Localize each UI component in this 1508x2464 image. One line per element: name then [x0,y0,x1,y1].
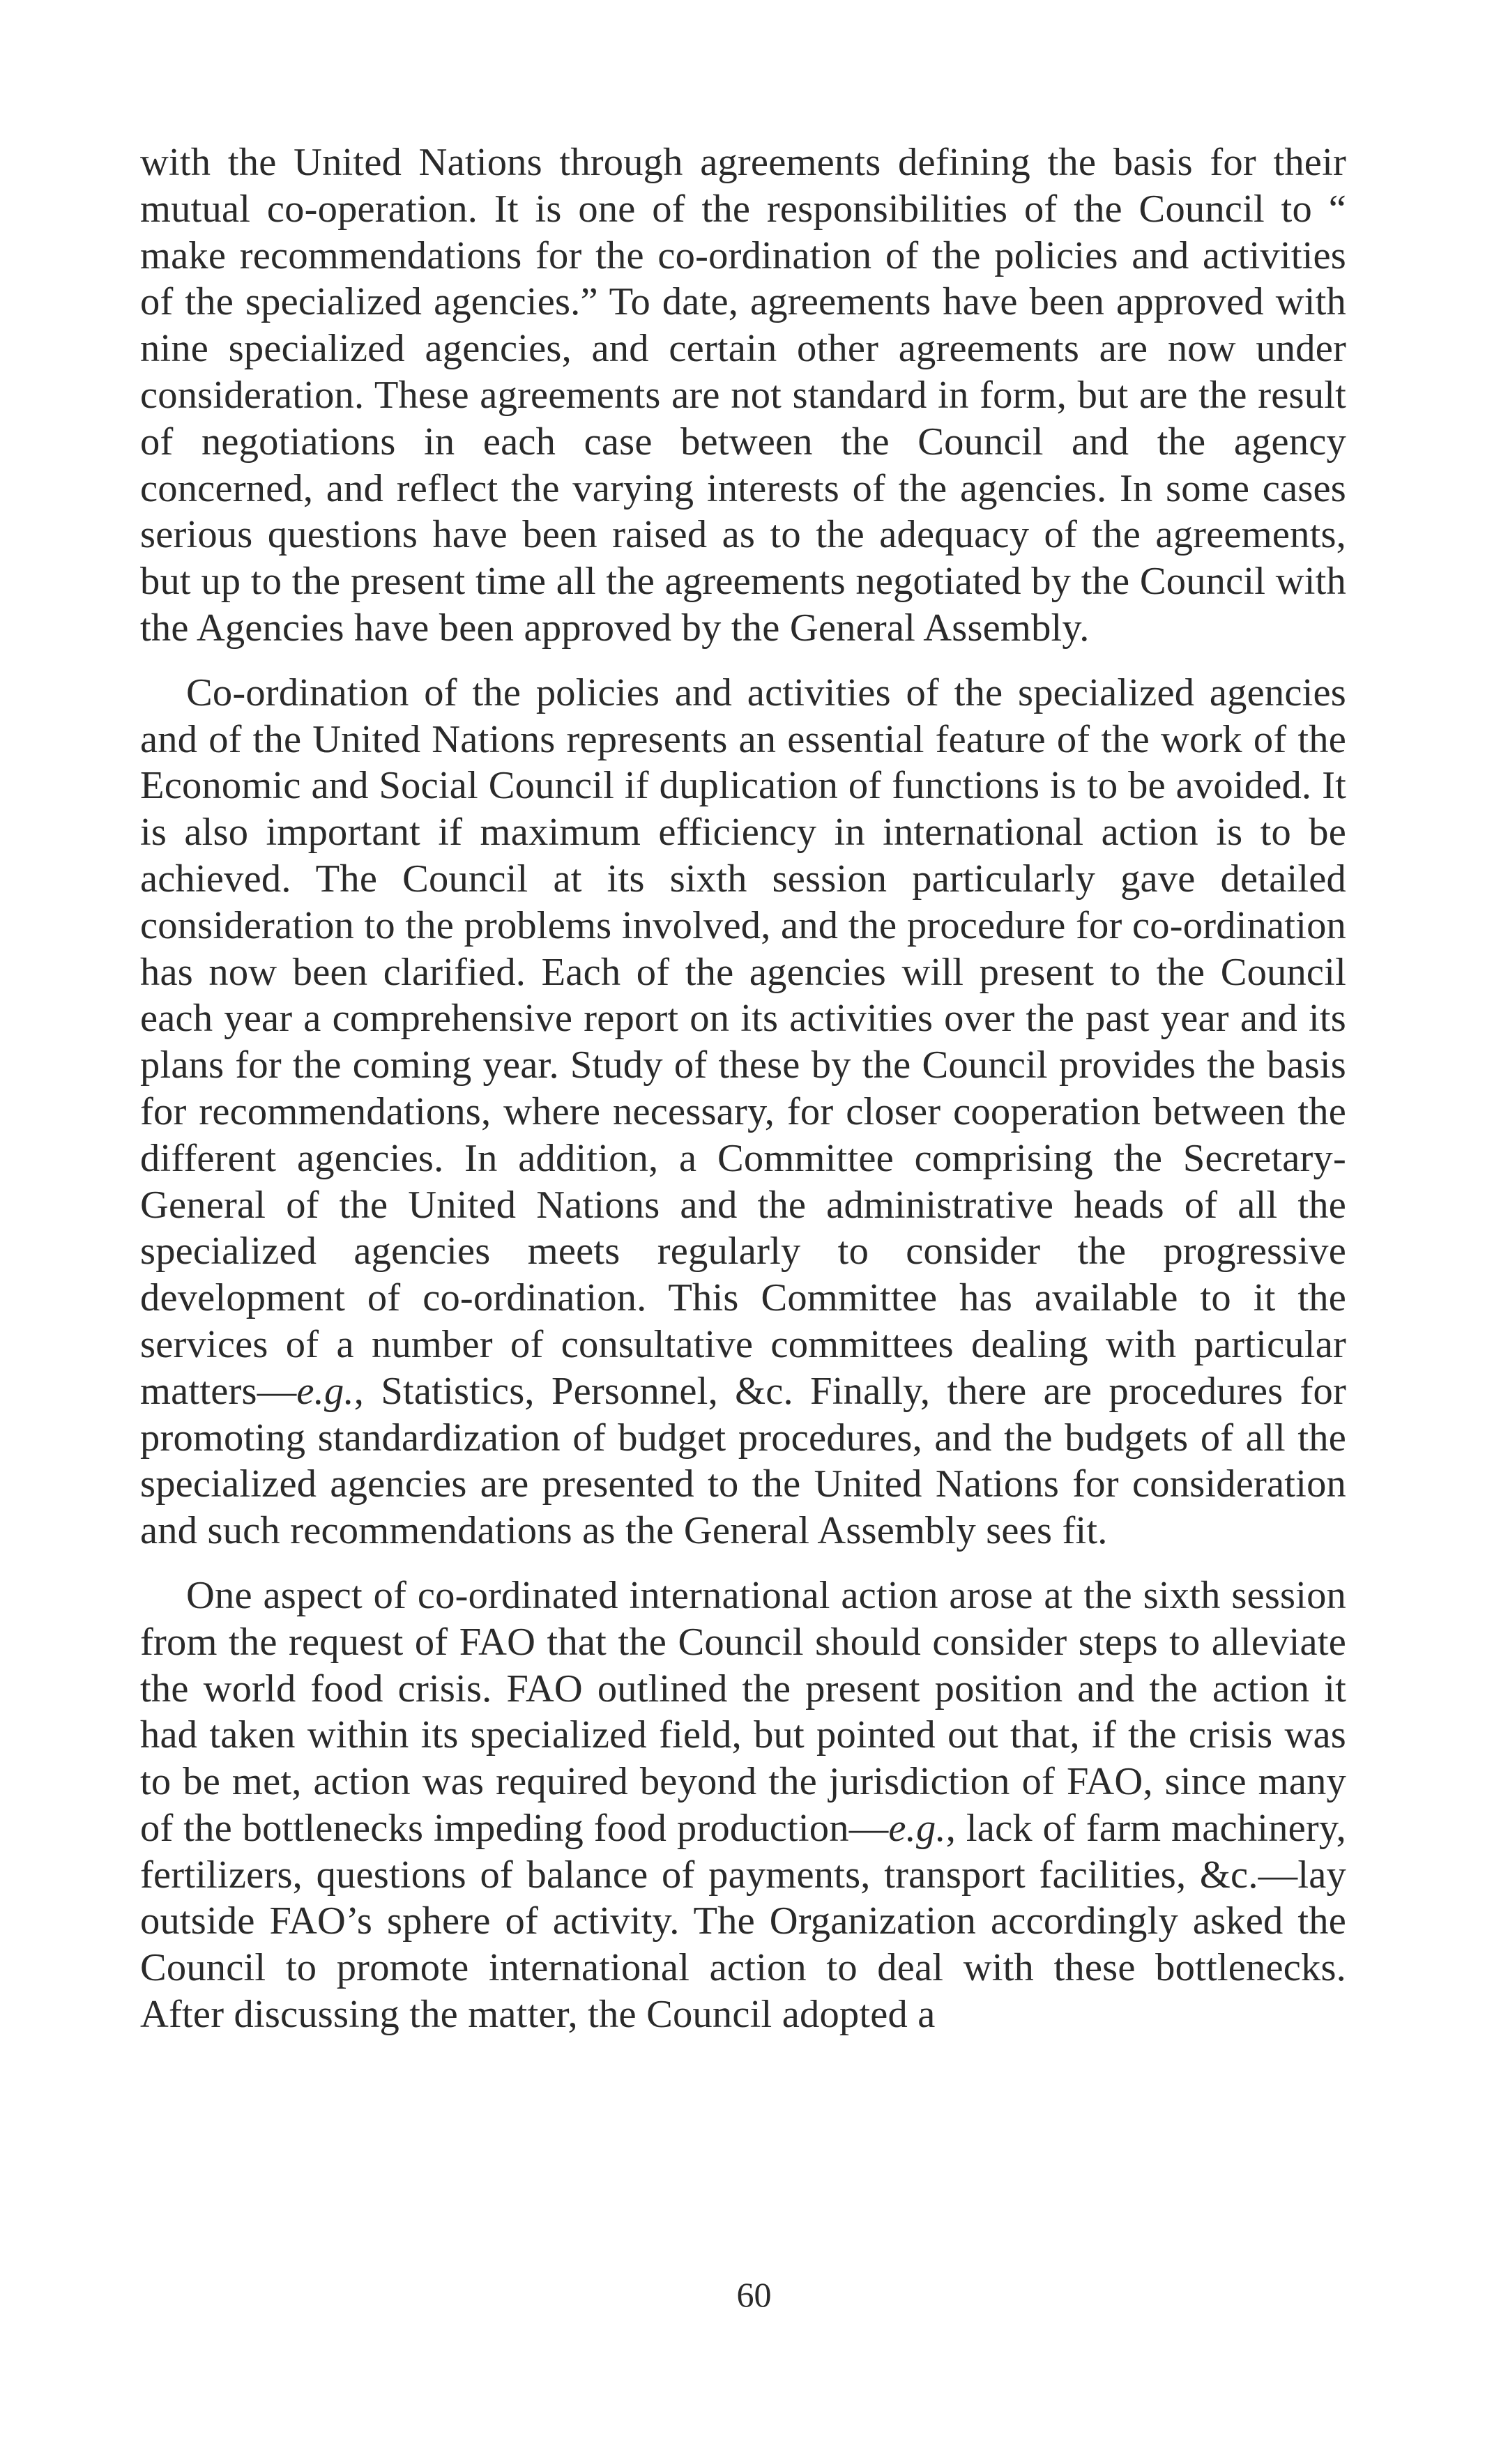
page-number: 60 [736,2275,772,2314]
paragraph [140,670,1346,1554]
paragraph-text: , lack of farm machinery, fertilizers, questions of balance of payments, transport facilities, &c.—lay outside FAO’s sphere of activity. The Organization accordingly asked the Council to promote international action to deal with these bottlenecks. After discussing the matter, the Council adopted a [140,1806,1346,2037]
paragraph-text: Co-ordination of the policies and activities of the specialized agencies and of the United Nations represents an essential feature of the work of the Economic and Social Council if duplication of functions is to be avoided. It is also important if maximum efficiency in international action is to be achieved. The Council at its sixth session particularly gave detailed consideration to the problems involved, and the procedure for co-ordination has now been clarified. Each of the agencies will present to the Council each year a comprehensive report on its activities over the past year and its plans for the coming year. Study of these by the Council provides the basis for recommendations, where necessary, for closer cooperation between the different agencies. In addition, a Committee comprising the Secretary-General of the United Nations and the administrative heads of all the specialized agencies meets regularly to consider the progressive development of co-ordination. This Committee has available to it the services of a number of consultative committees dealing with particular matters— [140,671,1346,1413]
paragraph [140,139,1346,652]
paragraph-text: , Statistics, Personnel, &c. Finally, there are procedures for promoting standardization of budget procedures, and the budgets of all the specialized agencies are presented to the United Nations for consideration and such recommendations as the General Assembly sees fit. [140,1369,1346,1553]
paragraph-text: One aspect of co-ordinated international action arose at the sixth session from the request of FAO that the Council should consider steps to alleviate the world food crisis. FAO outlined the present position and the action it had taken within its specialized field, but pointed out that, if the crisis was to be met, action was required beyond the jurisdiction of FAO, since many of the bottlenecks impeding food production— [140,1573,1346,1850]
paragraph-text: with the United Nations through agreements defining the basis for their mutual co-operation. It is one of the responsibilities of the Council to “ make recommendations for the co-ordination of the policies and activities of the specialized agencies.” To date, agreements have been approved with nine specialized agencies, and certain other agreements are now under consideration. These agreements are not standard in form, but are the result of negotiations in each case between the Council and the agency concerned, and reflect the varying interests of the agencies. In some cases serious questions have been raised as to the adequacy of the agreements, but up to the present time all the agreements negotiated by the Council with the Agencies have been approved by the General Assembly. [140,141,1346,650]
italic-abbreviation: e.g. [888,1806,946,1850]
italic-abbreviation: e.g. [296,1369,354,1413]
body-text [140,139,1346,2038]
paragraph [140,1572,1346,2038]
